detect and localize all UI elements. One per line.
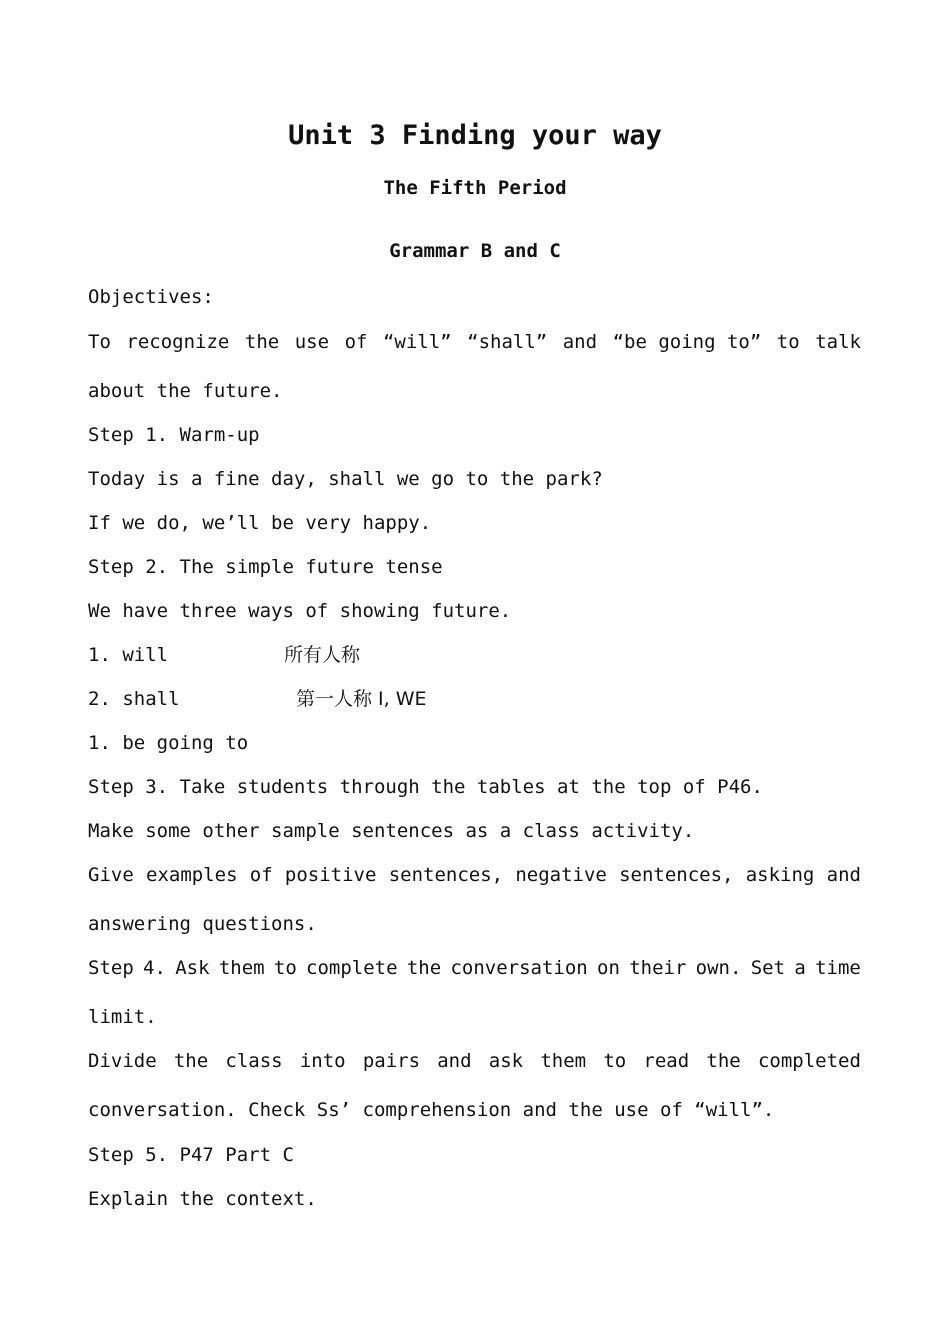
word: their [629, 957, 687, 979]
word: and [826, 864, 861, 886]
word: the [406, 957, 442, 979]
objective-line-1 [88, 328, 861, 356]
word: completed [757, 1050, 861, 1072]
word: own. [695, 957, 742, 979]
word: them [540, 1050, 587, 1072]
list-note-shall: 第一人称 I, WE [296, 688, 427, 710]
word: sentences, [619, 864, 734, 886]
step-1-heading: Step 1. Warm-up [88, 424, 260, 446]
step-2-heading: Step 2. The simple future tense [88, 556, 443, 578]
word: Step [88, 957, 134, 979]
list-marker: 1. will [88, 644, 169, 666]
list-item-will [88, 641, 168, 669]
divide-line-1 [88, 1047, 861, 1075]
word: the [706, 1050, 741, 1072]
step-2-line-1: We have three ways of showing future. [88, 600, 512, 622]
list-item-shall [88, 685, 180, 713]
list-marker: 2. shall [88, 688, 180, 710]
step-3-line-2 [88, 861, 861, 889]
word: use [294, 331, 330, 353]
word: To [88, 331, 111, 353]
word: Divide [88, 1050, 157, 1072]
word: recognize [126, 331, 230, 353]
word: to [273, 957, 297, 979]
objectives-label: Objectives: [88, 286, 214, 308]
list-note-will: 所有人称 [284, 644, 361, 666]
period-heading: The Fifth Period [383, 177, 567, 199]
divide-line-2: conversation. Check Ss’ comprehension and the use of “will”. [88, 1099, 775, 1121]
word: Give [88, 864, 134, 886]
step-4-line-2: limit. [88, 1006, 157, 1028]
word: read [643, 1050, 690, 1072]
word: into [299, 1050, 346, 1072]
document-title: Unit 3 Finding your way [288, 120, 662, 151]
word: “be going to” [612, 331, 762, 353]
word: the [173, 1050, 209, 1072]
step-1-line-2: If we do, we’ll be very happy. [88, 512, 432, 534]
list-item-be-going-to: 1. be going to [88, 732, 249, 754]
word: positive [284, 864, 377, 886]
word: asking [745, 864, 815, 886]
step-1-line-1: Today is a fine day, shall we go to the park? [88, 468, 603, 490]
word: ask [488, 1050, 524, 1072]
word: pairs [362, 1050, 421, 1072]
word: class [225, 1050, 283, 1072]
step-5-heading: Step 5. P47 Part C [88, 1144, 294, 1166]
word: the [244, 331, 280, 353]
word: examples [146, 864, 238, 886]
word: on [597, 957, 620, 979]
word: of [344, 331, 368, 353]
word: Set [750, 957, 786, 979]
word: conversation [450, 957, 588, 979]
word: “will” [382, 331, 452, 353]
word: to [603, 1050, 627, 1072]
word: to [776, 331, 800, 353]
word: 4. [143, 957, 166, 979]
word: and [562, 331, 598, 353]
step-4-line-1 [88, 954, 861, 982]
word: them [218, 957, 265, 979]
word: sentences, [388, 864, 504, 886]
step-3-line-1: Make some other sample sentences as a class activity. [88, 820, 695, 842]
section-heading: Grammar B and C [389, 240, 561, 262]
word: time [815, 957, 861, 979]
word: and [437, 1050, 472, 1072]
word: Ask [175, 957, 210, 979]
step-3-line-3: answering questions. [88, 913, 317, 935]
step-5-line-1: Explain the context. [88, 1188, 317, 1210]
word: talk [815, 331, 861, 353]
objective-line-2: about the future. [88, 380, 283, 402]
word: complete [306, 957, 398, 979]
word: negative [515, 864, 607, 886]
word: of [249, 864, 273, 886]
word: a [794, 957, 806, 979]
step-3-heading: Step 3. Take students through the tables at the top of P46. [88, 776, 763, 798]
word: “shall” [467, 331, 548, 353]
